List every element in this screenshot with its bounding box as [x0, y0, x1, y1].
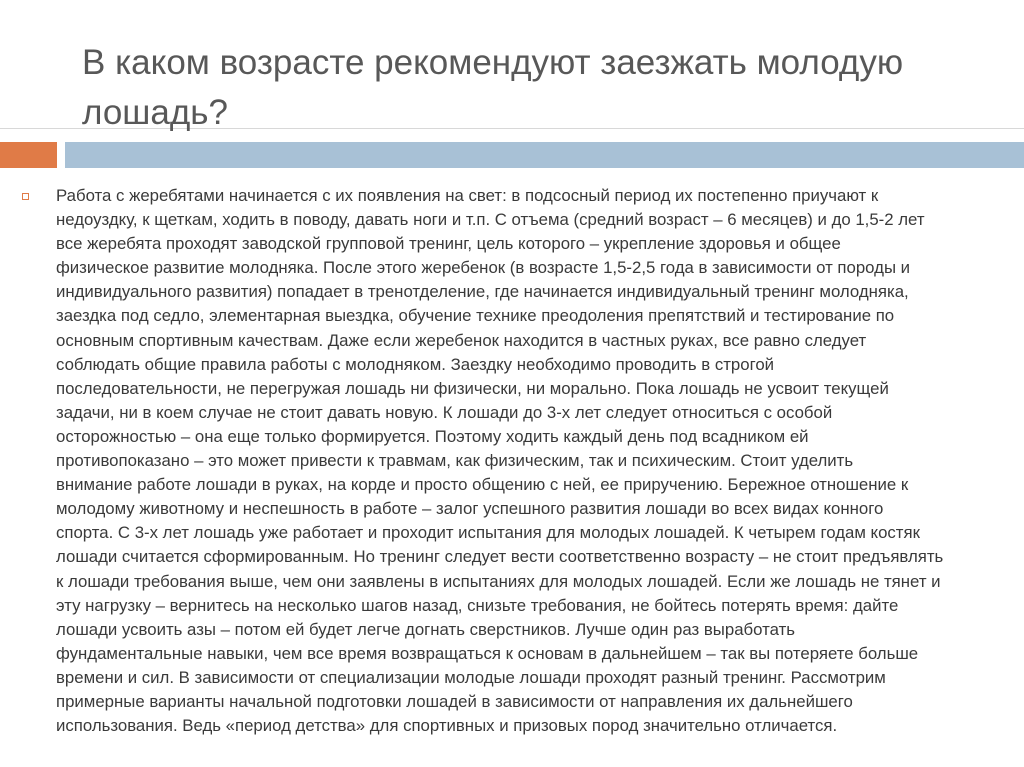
paragraph-line: внимание работе лошади в руках, на корде и просто общению с ней, ее приручению. Бережное отношение к [56, 475, 909, 495]
paragraph-line: осторожностью – она еще только формируется. Поэтому ходить каждый день под всадником ей [56, 426, 809, 446]
slide-title: В каком возрасте рекомендуют заезжать молодую лошадь? [82, 43, 904, 132]
paragraph-line: соблюдать общие правила работы с молодняком. Заездку необходимо проводить в строгой [56, 354, 775, 374]
accent-bar-blue [65, 142, 1024, 168]
paragraph-line: лошади считается сформированным. Но тренинг следует вести соответственно возрасту – не стоит предъявлять [56, 547, 944, 567]
paragraph-line: лошади усвоить азы – потом ей будет легче догнать сверстников. Лучше один раз выработать [56, 619, 796, 639]
paragraph-line: индивидуального развития) попадает в тренотделение, где начинается индивидуальный тренинг молодняка, [56, 282, 909, 302]
paragraph-line: основным спортивным качествам. Даже если жеребенок находится в частных руках, все равно следует [56, 330, 867, 350]
paragraph-line: эту нагрузку – вернитесь на несколько шагов назад, снизьте требования, не бойтесь потерять время: дайте [56, 595, 899, 615]
paragraph-line: спорта. С 3-х лет лошадь уже работает и проходит испытания для молодых лошадей. К четырем годам костяк [56, 523, 920, 543]
body-paragraph [56, 184, 996, 738]
square-bullet-icon [22, 193, 29, 200]
paragraph-line: использования. Ведь «период детства» для спортивных и призовых пород значительно отличается. [56, 716, 838, 736]
paragraph-line: примерные варианты начальной подготовки лошадей в зависимости от направления их дальнейшего [56, 691, 853, 711]
paragraph-line: задачи, ни в коем случае не стоит давать новую. К лошади до 3-х лет следует относиться с особой [56, 402, 833, 422]
paragraph-line: Работа с жеребятами начинается с их появления на свет: в подсосный период их постепенно приучают к [56, 186, 879, 205]
paragraph-line: физическое развитие молодняка. После этого жеребенок (в возрасте 1,5-2,5 года в зависимости от породы и [56, 258, 911, 278]
paragraph-line: последовательности, не перегружая лошадь ни физически, ни морально. Пока лошадь не усвоит текущей [56, 378, 889, 398]
paragraph-line: противопоказано – это может привести к травмам, как физическим, так и психическим. Стоит уделить [56, 451, 854, 471]
paragraph-line: фундаментальные навыки, чем все время возвращаться к основам в дальнейшем – так вы потеряете больше [56, 643, 919, 663]
paragraph-line: времени и сил. В зависимости от специализации молодые лошади проходят разный тренинг. Рассмотрим [56, 667, 886, 687]
paragraph-line: все жеребята проходят заводской групповой тренинг, цель которого – укрепление здоровья и общее [56, 234, 841, 254]
accent-bar-orange [0, 142, 57, 168]
paragraph-line: недоуздку, к щеткам, ходить в поводу, давать ноги и т.п. С отъема (средний возраст – 6 месяцев) и до 1,5-2 лет [56, 210, 925, 230]
paragraph-line: заездка под седло, элементарная выездка, обучение технике преодоления препятствий и тестирование по [56, 306, 895, 326]
paragraph-line: молодому животному и неспешность в работе – залог успешного развития лошади во всех видах конного [56, 499, 884, 519]
paragraph-line: к лошади требования выше, чем они заявлены в испытаниях для молодых лошадей. Если же лошадь не тянет и [56, 571, 941, 591]
